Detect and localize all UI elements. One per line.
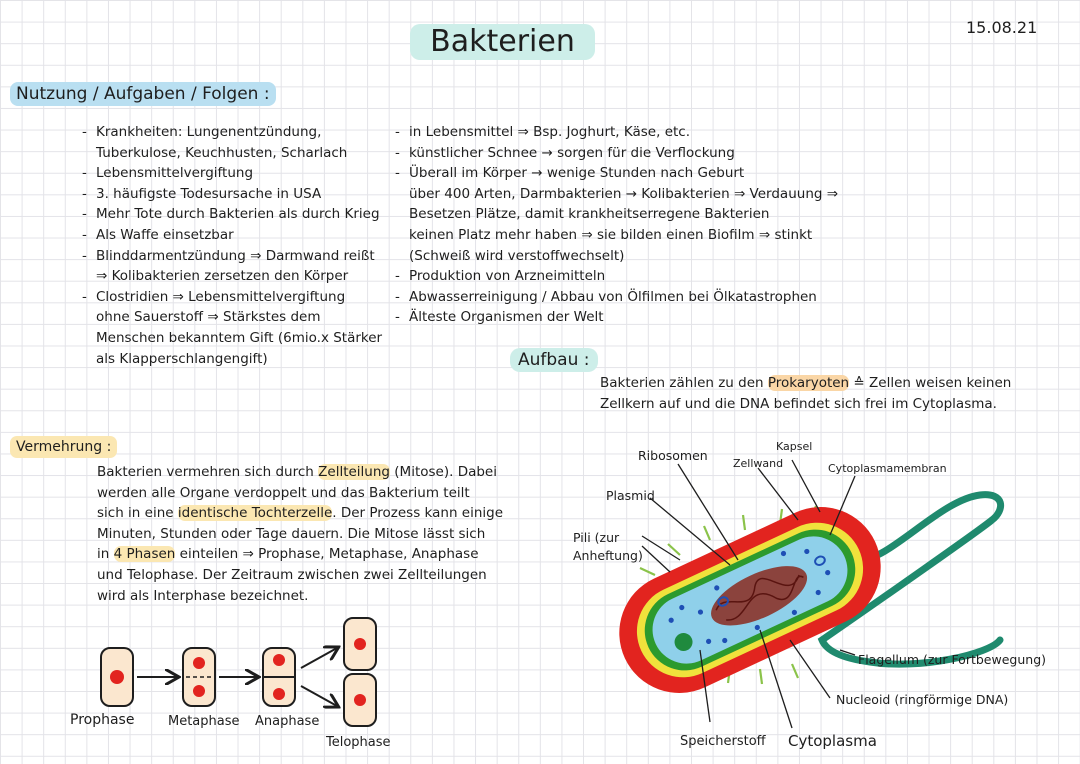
list-item: - Als Waffe einsetzbar: [82, 226, 234, 243]
label-telophase: Telophase: [326, 735, 391, 750]
heading-aufbau: Aufbau :: [510, 348, 598, 372]
list-item: - Älteste Organismen der Welt: [395, 309, 604, 326]
label-speicherstoff: Speicherstoff: [680, 734, 766, 749]
anaphase-cell: [263, 648, 295, 706]
list-item: - Produktion von Arzneimitteln: [395, 268, 606, 285]
page-title: Bakterien: [410, 24, 595, 60]
highlight-zellteilung: Zellteilung: [318, 464, 390, 480]
highlight-4-phasen: 4 Phasen: [113, 546, 176, 563]
list-item: Menschen bekanntem Gift (6mio.x Stärker: [96, 329, 383, 346]
label-prophase: Prophase: [70, 712, 135, 728]
label-zellwand: Zellwand: [733, 457, 784, 470]
list-item: - in Lebensmittel ⇒ Bsp. Joghurt, Käse, etc.: [395, 124, 691, 140]
metaphase-cell: [183, 648, 215, 706]
nutzung-right-list: [395, 122, 838, 328]
list-item: ⇒ Kolibakterien zersetzen den Körper: [96, 268, 349, 285]
list-item: - Krankheiten: Lungenentzündung,: [82, 124, 322, 140]
list-item: - 3. häufigste Todesursache in USA: [82, 185, 322, 202]
list-item: - Mehr Tote durch Bakterien als durch Krieg: [82, 206, 380, 223]
list-item: Tuberkulose, Keuchhusten, Scharlach: [96, 144, 348, 161]
label-metaphase: Metaphase: [168, 714, 240, 729]
highlight-prokaryoten: Prokaryoten: [767, 375, 850, 391]
list-item: - Blinddarmentzündung ⇒ Darmwand reißt: [82, 247, 375, 264]
list-item: Besetzen Plätze, damit krankheitserregene Bakterien: [409, 206, 770, 223]
list-item: als Klapperschlangengift): [96, 350, 268, 367]
label-pili: Pili (zur: [573, 530, 620, 545]
heading-nutzung: Nutzung / Aufgaben / Folgen :: [10, 82, 276, 106]
label-anaphase: Anaphase: [255, 714, 320, 729]
telophase-cell-bottom: [344, 674, 376, 726]
vermehrung-text: Bakterien vermehren sich durch Zellteilung (Mitose). Dabei werden alle Organe verdoppelt und das Bakterium teilt sich in eine identische Tochterzelle. Der Prozess kann einige Minuten, Stunden oder Tage dauern. Die Mitose lässt sich in 4 Phasen einteilen ⇒ Prophase, Metaphase, Anaphase und Telophase. Der Zeitraum zwischen zwei Zellteilungen wird als Interphase bezeichnet.: [97, 464, 504, 604]
label-cytoplasma: Cytoplasma: [788, 732, 877, 750]
list-item: - Clostridien ⇒ Lebensmittelvergiftung: [82, 288, 346, 305]
list-item: - künstlicher Schnee → sorgen für die Verflockung: [395, 144, 735, 161]
arrow-3: [301, 648, 337, 668]
nutzung-left-list: [82, 122, 382, 369]
label-plasmid: Plasmid: [606, 488, 655, 503]
aufbau-text: Bakterien zählen zu den Prokaryoten ≙ Zellen weisen keinen Zellkern auf und die DNA befindet sich frei im Cytoplasma.: [600, 375, 1012, 412]
label-pili-2: Anheftung): [573, 548, 643, 563]
list-item: - Lebensmittelvergiftung: [82, 165, 254, 182]
label-kapsel: Kapsel: [776, 440, 813, 453]
heading-vermehrung: Vermehrung :: [10, 436, 117, 458]
list-item: ohne Sauerstoff ⇒ Stärkstes dem: [96, 309, 321, 326]
list-item: über 400 Arten, Darmbakterien → Kolibakterien ⇒ Verdauung ⇒: [409, 185, 839, 202]
list-item: keinen Platz mehr haben ⇒ sie bilden einen Biofilm ⇒ stinkt: [409, 226, 813, 243]
highlight-tochterzelle: identische Tochterzelle: [177, 505, 333, 522]
prophase-cell: [101, 648, 133, 706]
telophase-cell-top: [344, 618, 376, 670]
list-item: - Abwasserreinigung / Abbau von Ölfilmen bei Ölkatastrophen: [395, 288, 817, 305]
label-flagellum: Flagellum (zur Fortbewegung): [858, 652, 1047, 667]
arrow-4: [301, 686, 337, 706]
list-item: (Schweiß wird verstoffwechselt): [409, 247, 625, 264]
date: 15.08.21: [966, 18, 1038, 37]
label-nucleoid: Nucleoid (ringförmige DNA): [836, 692, 1009, 707]
label-ribosomen: Ribosomen: [638, 448, 708, 463]
label-cytoplasmamembran: Cytoplasmamembran: [828, 462, 947, 475]
list-item: - Überall im Körper → wenige Stunden nach Geburt: [395, 165, 745, 182]
